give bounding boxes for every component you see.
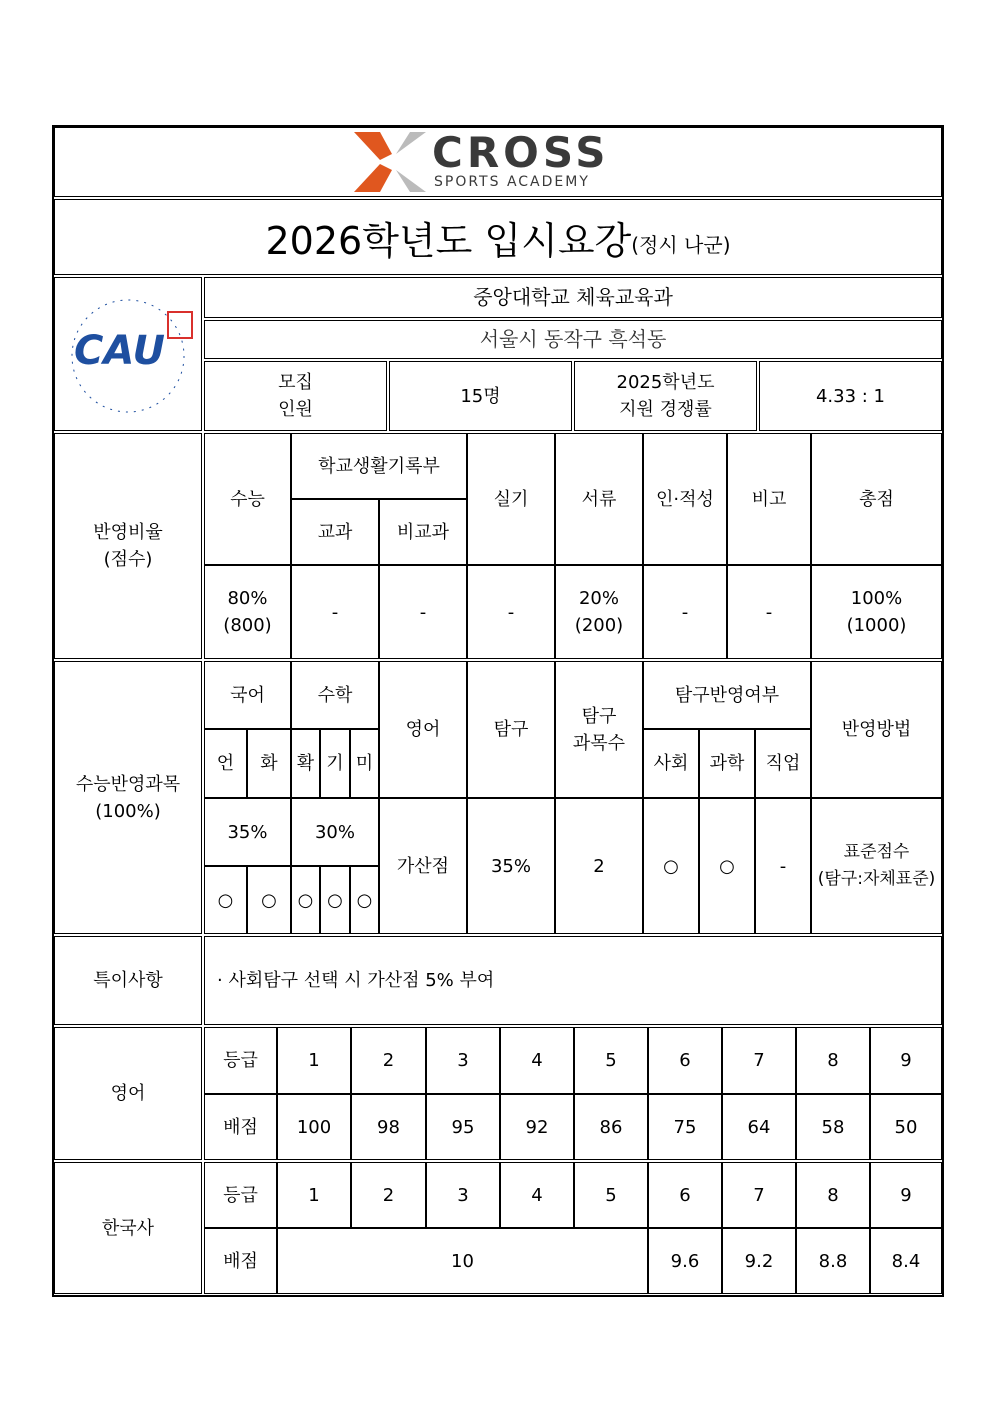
subject-choice-m1: ○ <box>291 866 320 934</box>
subject-header-english: 영어 <box>379 661 467 798</box>
history-grade-cell: 4 <box>500 1162 574 1228</box>
ratio-header-practical: 실기 <box>467 433 555 565</box>
page-title <box>54 199 942 275</box>
subject-header-method: 반영방법 <box>811 661 942 798</box>
history-grade-cell: 2 <box>351 1162 426 1228</box>
cross-logo <box>350 130 640 194</box>
subject-choice-k2: ○ <box>247 866 291 934</box>
history-grade-label: 등급 <box>204 1162 277 1228</box>
history-score-cell: 9.6 <box>648 1228 722 1294</box>
subject-header-inquiry-count: 탐구 과목수 <box>555 661 643 798</box>
english-grade-cell: 9 <box>870 1027 942 1094</box>
cau-logo-text: CAU <box>74 328 165 374</box>
brand-tagline: SPORTS ACADEMY <box>434 174 590 190</box>
english-score-cell: 75 <box>648 1094 722 1160</box>
english-score-cell: 92 <box>500 1094 574 1160</box>
ratio-value-documents: 20% (200) <box>555 565 643 659</box>
subject-value-english: 가산점 <box>379 798 467 934</box>
english-score-cell: 50 <box>870 1094 942 1160</box>
history-grade-cell: 5 <box>574 1162 648 1228</box>
subject-choice-k1: ○ <box>204 866 247 934</box>
english-score-cell: 58 <box>796 1094 870 1160</box>
subject-value-vocational: - <box>755 798 811 934</box>
ratio-header-note: 비고 <box>727 433 811 565</box>
english-label: 영어 <box>54 1027 202 1160</box>
history-grade-cell: 9 <box>870 1162 942 1228</box>
subject-sub-science: 과학 <box>699 729 755 798</box>
english-score-cell: 86 <box>574 1094 648 1160</box>
english-grade-cell: 5 <box>574 1027 648 1094</box>
subject-value-korean: 35% <box>204 798 291 866</box>
history-grade-cell: 7 <box>722 1162 796 1228</box>
english-grade-cell: 3 <box>426 1027 500 1094</box>
history-grade-cell: 6 <box>648 1162 722 1228</box>
english-score-label: 배점 <box>204 1094 277 1160</box>
ratio-header-nonsubject: 비교과 <box>379 499 467 565</box>
title-main: 2026학년도 입시요강 <box>265 218 632 263</box>
ratio-header-personality: 인·적성 <box>643 433 727 565</box>
english-grade-cell: 6 <box>648 1027 722 1094</box>
ratio-value-subject: - <box>291 565 379 659</box>
history-score-cell: 8.8 <box>796 1228 870 1294</box>
history-merged-score: 10 <box>277 1228 648 1294</box>
ratio-value-note: - <box>727 565 811 659</box>
title-sub: (정시 나군) <box>631 232 731 257</box>
recruit-label: 모집 인원 <box>204 361 387 431</box>
school-name: 중앙대학교 체육교육과 <box>204 277 942 318</box>
ratio-header-total: 총점 <box>811 433 942 565</box>
english-grade-cell: 8 <box>796 1027 870 1094</box>
subject-value-science: ○ <box>699 798 755 934</box>
english-score-cell: 64 <box>722 1094 796 1160</box>
subject-sub-k2: 화 <box>247 729 291 798</box>
subject-header-inquiry-reflect: 탐구반영여부 <box>643 661 811 729</box>
ratio-label: 반영비율 (점수) <box>54 433 202 659</box>
subject-header-math: 수학 <box>291 661 379 729</box>
subject-value-social: ○ <box>643 798 699 934</box>
history-grade-cell: 1 <box>277 1162 351 1228</box>
ratio-value-nonsubject: - <box>379 565 467 659</box>
history-score-cell: 9.2 <box>722 1228 796 1294</box>
subject-choice-m3: ○ <box>350 866 379 934</box>
cau-logo <box>56 282 200 426</box>
english-grade-cell: 7 <box>722 1027 796 1094</box>
brand-name: CROSS <box>432 128 610 177</box>
subjects-label: 수능반영과목 (100%) <box>54 661 202 934</box>
subject-value-math: 30% <box>291 798 379 866</box>
recruit-value: 15명 <box>389 361 572 431</box>
ratio-value-total: 100% (1000) <box>811 565 942 659</box>
ratio-value-practical: - <box>467 565 555 659</box>
history-grade-cell: 8 <box>796 1162 870 1228</box>
ratio-header-documents: 서류 <box>555 433 643 565</box>
ratio-header-subject: 교과 <box>291 499 379 565</box>
special-text: · 사회탐구 선택 시 가산점 5% 부여 <box>204 936 942 1025</box>
english-grade-cell: 1 <box>277 1027 351 1094</box>
subject-sub-vocational: 직업 <box>755 729 811 798</box>
english-grade-label: 등급 <box>204 1027 277 1094</box>
ratio-header-suneung: 수능 <box>204 433 291 565</box>
subject-header-inquiry: 탐구 <box>467 661 555 798</box>
subject-value-inquiry-count: 2 <box>555 798 643 934</box>
subject-choice-m2: ○ <box>320 866 350 934</box>
history-score-label: 배점 <box>204 1228 277 1294</box>
subject-value-inquiry: 35% <box>467 798 555 934</box>
subject-value-method: 표준점수 (탐구:자체표준) <box>811 798 942 934</box>
subject-sub-m2: 기 <box>320 729 350 798</box>
history-grade-cell: 3 <box>426 1162 500 1228</box>
subject-sub-k1: 언 <box>204 729 247 798</box>
history-label: 한국사 <box>54 1162 202 1294</box>
cross-x-icon <box>350 130 430 194</box>
ratio-header-record: 학교생활기록부 <box>291 433 467 499</box>
english-score-cell: 98 <box>351 1094 426 1160</box>
english-grade-cell: 4 <box>500 1027 574 1094</box>
subject-sub-m1: 확 <box>291 729 320 798</box>
competition-value: 4.33 : 1 <box>759 361 942 431</box>
school-location: 서울시 동작구 흑석동 <box>204 320 942 359</box>
subject-sub-social: 사회 <box>643 729 699 798</box>
subject-header-korean: 국어 <box>204 661 291 729</box>
special-label: 특이사항 <box>54 936 202 1025</box>
ratio-value-suneung: 80% (800) <box>204 565 291 659</box>
history-score-cell: 8.4 <box>870 1228 942 1294</box>
ratio-value-personality: - <box>643 565 727 659</box>
competition-label: 2025학년도 지원 경쟁률 <box>574 361 757 431</box>
english-grade-cell: 2 <box>351 1027 426 1094</box>
english-score-cell: 95 <box>426 1094 500 1160</box>
subject-sub-m3: 미 <box>350 729 379 798</box>
english-score-cell: 100 <box>277 1094 351 1160</box>
